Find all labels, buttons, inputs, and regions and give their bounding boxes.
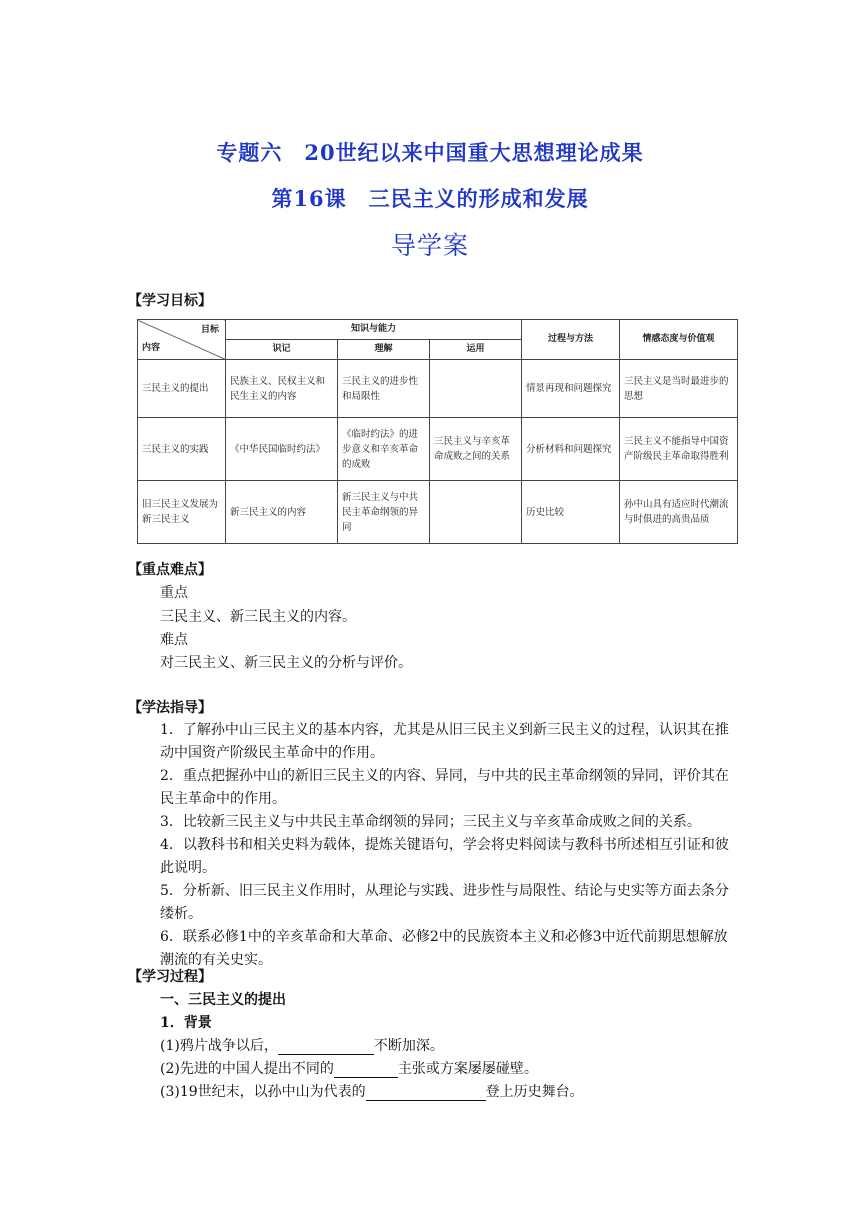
difficult-text: 对三民主义、新三民主义的分析与评价。 [160, 655, 412, 671]
header-method: 过程与方法 [522, 320, 620, 360]
fill-line-1: (1)鸦片战争以后， 不断加深。 [160, 1038, 444, 1054]
methods-heading: 【学法指导】 [128, 700, 212, 716]
header-knowledge: 知识与能力 [226, 320, 522, 340]
row-method: 情景再现和问题探究 [522, 360, 620, 418]
row-understand: 《临时约法》的进步意义和辛亥革命的成败 [338, 418, 430, 481]
row-emotion: 三民主义不能指导中国资产阶级民主革命取得胜利 [620, 418, 738, 481]
table-row [138, 481, 738, 544]
header-apply: 运用 [430, 340, 522, 360]
row-method: 历史比较 [522, 481, 620, 544]
row-content: 旧三民主义发展为新三民主义 [138, 481, 226, 544]
table-corner-cell [138, 320, 226, 360]
method-item: 4．以教科书和相关史料为载体，提炼关键语句，学会将史料阅读与教科书所述相互引证和彼此说明。 [160, 837, 729, 876]
header-understand: 理解 [338, 340, 430, 360]
process-heading: 【学习过程】 [128, 969, 212, 985]
row-recall: 民族主义、民权主义和民生主义的内容 [226, 360, 338, 418]
corner-top-label: 目标 [200, 325, 219, 335]
header-emotion: 情感态度与价值观 [620, 320, 738, 360]
lesson-title: 第16课 三民主义的形成和发展 [271, 186, 589, 211]
fill-line-3: (3)19世纪末，以孙中山为代表的 登上历史舞台。 [160, 1084, 584, 1100]
guide-title: 导学案 [390, 231, 469, 260]
table-row [138, 418, 738, 481]
method-item: 1．了解孙中山三民主义的基本内容，尤其是从旧三民主义到新三民主义的过程，认识其在推动中国资产阶级民主革命中的作用。 [160, 722, 729, 761]
method-item: 5．分析新、旧三民主义作用时，从理论与实践、进步性与局限性、结论与史实等方面去条分缕析。 [160, 883, 729, 922]
section1-title: 一、三民主义的提出 [160, 992, 286, 1008]
difficult-label: 难点 [160, 632, 188, 648]
row-method: 分析材料和问题探究 [522, 418, 620, 481]
key-label: 重点 [160, 585, 188, 601]
objectives-heading: 【学习目标】 [128, 293, 212, 309]
row-emotion: 孙中山具有适应时代潮流与时俱进的高贵品质 [620, 481, 738, 544]
row-apply: 三民主义与辛亥革命成败之间的关系 [430, 418, 522, 481]
row-apply [430, 360, 522, 418]
row-understand: 三民主义的进步性和局限性 [338, 360, 430, 418]
corner-bottom-label: 内容 [142, 343, 161, 353]
background-label: 1．背景 [160, 1015, 212, 1031]
header-recall: 识记 [226, 340, 338, 360]
topic-title: 专题六 20世纪以来中国重大思想理论成果 [216, 140, 644, 165]
key-text: 三民主义、新三民主义的内容。 [160, 609, 356, 625]
method-item: 6．联系必修1中的辛亥革命和大革命、必修2中的民族资本主义和必修3中近代前期思想解放潮流的有关史实。 [160, 929, 728, 968]
method-item: 3．比较新三民主义与中共民主革命纲领的异同；三民主义与辛亥革命成败之间的关系。 [160, 814, 701, 830]
answer-blank[interactable] [366, 1086, 486, 1101]
answer-blank[interactable] [278, 1040, 374, 1055]
row-emotion: 三民主义是当时最进步的思想 [620, 360, 738, 418]
table-row [138, 360, 738, 418]
row-content: 三民主义的提出 [138, 360, 226, 418]
row-understand: 新三民主义与中共民主革命纲领的异同 [338, 481, 430, 544]
method-item: 2．重点把握孙中山的新旧三民主义的内容、异同，与中共的民主革命纲领的异同，评价其在民主革命中的作用。 [160, 768, 729, 807]
key-points-heading: 【重点难点】 [128, 562, 212, 578]
row-recall: 《中华民国临时约法》 [226, 418, 338, 481]
row-content: 三民主义的实践 [138, 418, 226, 481]
row-recall: 新三民主义的内容 [226, 481, 338, 544]
objectives-table [137, 319, 738, 544]
row-apply [430, 481, 522, 544]
fill-line-2: (2)先进的中国人提出不同的 主张或方案屡屡碰壁。 [160, 1061, 538, 1077]
answer-blank[interactable] [334, 1063, 398, 1078]
